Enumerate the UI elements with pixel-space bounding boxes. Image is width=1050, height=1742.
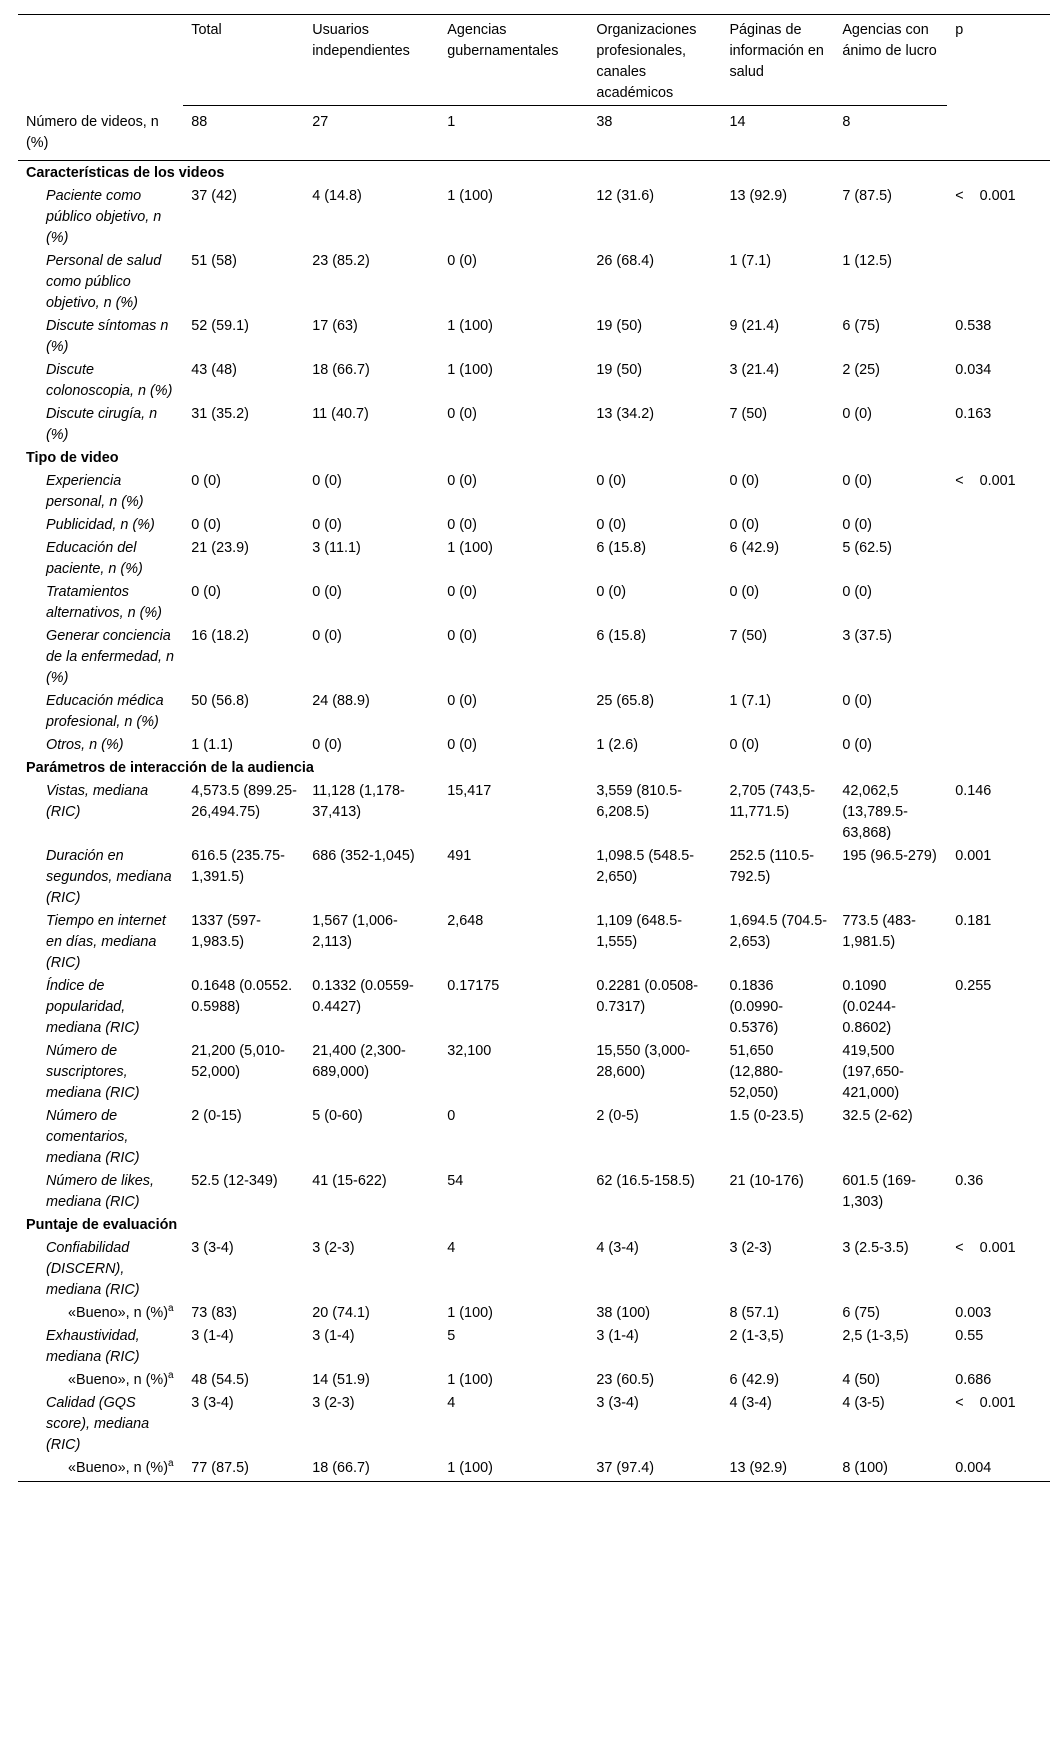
row-label (18, 974, 183, 1039)
value-cell: 51 (58) (191, 253, 237, 269)
value-cell: 1 (7.1) (729, 253, 772, 269)
p-value-cell: < 0.001 (955, 473, 1016, 489)
value-cell: 5 (447, 1328, 456, 1344)
table-row (18, 1236, 1050, 1301)
value-cell: 41 (15-622) (312, 1173, 387, 1189)
value-cell: 0 (0) (191, 473, 221, 489)
value-cell: 1 (100) (439, 1456, 588, 1482)
section-title: Características de los videos (18, 161, 1050, 185)
value-cell: 4 (3-4) (729, 1395, 772, 1411)
row-label (18, 779, 183, 844)
row-label-text: Experiencia personal, n (%) (46, 473, 144, 510)
value-cell: 3 (3-4) (596, 1395, 639, 1411)
row-label (18, 1301, 183, 1324)
value-cell: 48 (54.5) (191, 1372, 249, 1388)
value-cell: 1,694.5 (704.5-2,653) (729, 913, 828, 950)
value-cell: 0 (0) (447, 584, 477, 600)
value-cell: 0.1090 (0.0244-0.8602) (842, 978, 896, 1036)
value-cell: 19 (50) (596, 318, 643, 334)
p-value-cell: 0.163 (955, 406, 992, 422)
value-cell: 0 (0) (312, 628, 342, 644)
p-value-cell (947, 1104, 1050, 1169)
value-cell: 1 (1.1) (191, 737, 233, 753)
count-value: 8 (842, 114, 851, 130)
value-cell: 1,109 (648.5-1,555) (596, 913, 683, 950)
value-cell: 0 (0) (312, 517, 342, 533)
value-cell: 0 (0) (447, 737, 477, 753)
value-cell: 23 (60.5) (596, 1372, 655, 1388)
value-cell: 0 (0) (447, 693, 477, 709)
row-label-text: Índice de popularidad, mediana (RIC) (46, 978, 140, 1036)
row-label (18, 1368, 183, 1391)
value-cell: 1 (2.6) (596, 737, 639, 753)
value-cell: 0 (0) (842, 693, 872, 709)
value-cell: 16 (18.2) (191, 628, 249, 644)
section-title: Tipo de video (26, 450, 119, 466)
table-body (18, 14, 1050, 1482)
value-cell: 26 (68.4) (596, 253, 655, 269)
p-value-cell: 0.538 (955, 318, 992, 334)
section-header-row (18, 756, 1050, 779)
value-cell: 1 (100) (447, 188, 493, 204)
header-usuarios-independientes: Usuarios independientes (304, 14, 439, 106)
value-cell: 18 (66.7) (312, 362, 370, 378)
value-cell: 24 (88.9) (312, 693, 370, 709)
value-cell: 77 (87.5) (183, 1456, 304, 1482)
row-label-text: Otros, n (%) (46, 737, 124, 753)
value-cell: 0 (0) (447, 628, 477, 644)
row-label (18, 1236, 183, 1301)
table-row (18, 733, 1050, 756)
header-paginas-informacion-salud: Páginas de información en salud (721, 14, 834, 106)
p-value-cell: 0.004 (947, 1456, 1050, 1482)
row-label-text: Calidad (GQS score), mediana (RIC) (46, 1395, 150, 1453)
value-cell: 32,100 (447, 1043, 492, 1059)
p-value-cell (947, 536, 1050, 580)
value-cell: 0 (0) (447, 473, 477, 489)
p-value-cell: 0.36 (955, 1173, 984, 1189)
value-cell: 616.5 (235.75-1,391.5) (191, 848, 285, 885)
value-cell: 3 (2-3) (312, 1240, 355, 1256)
value-cell: 8 (100) (834, 1456, 947, 1482)
p-value-cell: 0.181 (955, 913, 992, 929)
value-cell: 1 (100) (447, 540, 493, 556)
row-label-text: Discute colonoscopia, n (%) (46, 362, 173, 399)
row-label (18, 1104, 183, 1169)
row-label (18, 536, 183, 580)
value-cell: 419,500 (197,650-421,000) (842, 1043, 904, 1101)
p-value-cell: 0.001 (955, 848, 992, 864)
value-cell: 1 (100) (447, 1372, 493, 1388)
table-row (18, 469, 1050, 513)
value-cell: 3 (1-4) (312, 1328, 355, 1344)
value-cell: 20 (74.1) (312, 1305, 370, 1321)
value-cell: 25 (65.8) (596, 693, 655, 709)
value-cell: 11,128 (1,178-37,413) (312, 783, 405, 820)
row-label (18, 1456, 183, 1482)
count-row (18, 106, 1050, 161)
value-cell: 0 (0) (596, 517, 627, 533)
value-cell: 0 (0) (729, 517, 760, 533)
row-label (18, 513, 183, 536)
p-value-cell (947, 580, 1050, 624)
value-cell: 1,567 (1,006-2,113) (312, 913, 398, 950)
value-cell: 13 (34.2) (596, 406, 655, 422)
table-row (18, 1039, 1050, 1104)
value-cell: 23 (85.2) (312, 253, 370, 269)
row-label (18, 844, 183, 909)
value-cell: 3 (1-4) (191, 1328, 234, 1344)
footnote-marker: a (168, 1303, 174, 1315)
table-row (18, 358, 1050, 402)
value-cell: 0 (0) (842, 517, 872, 533)
header-row (18, 14, 1050, 106)
table-row (18, 909, 1050, 974)
value-cell: 1,098.5 (548.5-2,650) (596, 848, 695, 885)
value-cell: 13 (92.9) (721, 1456, 834, 1482)
value-cell: 3 (37.5) (842, 628, 892, 644)
table-row (18, 1456, 1050, 1482)
row-label (18, 689, 183, 733)
row-label-text: «Bueno», n (%) (68, 1305, 168, 1321)
value-cell: 6 (75) (842, 318, 880, 334)
table-row (18, 249, 1050, 314)
row-label (18, 469, 183, 513)
value-cell: 5 (0-60) (312, 1108, 363, 1124)
table-row (18, 402, 1050, 446)
value-cell: 42,062,5 (13,789.5-63,868) (842, 783, 908, 841)
row-label-text: Exhaustividad, mediana (RIC) (46, 1328, 140, 1365)
table-row (18, 1301, 1050, 1324)
p-value-cell (947, 1039, 1050, 1104)
value-cell: 3 (11.1) (312, 540, 361, 556)
value-cell: 0 (0) (729, 584, 760, 600)
value-cell: 8 (57.1) (729, 1305, 780, 1321)
p-value-cell: 0.55 (955, 1328, 984, 1344)
p-value-cell (947, 624, 1050, 689)
value-cell: 19 (50) (596, 362, 643, 378)
header-p: p (955, 22, 964, 38)
value-cell: 4 (447, 1395, 456, 1411)
row-label-text: Paciente como público objetivo, n (%) (46, 188, 162, 246)
row-label (18, 402, 183, 446)
row-label-text: «Bueno», n (%) (68, 1460, 168, 1476)
row-label (18, 1169, 183, 1213)
table-row (18, 580, 1050, 624)
value-cell: 31 (35.2) (191, 406, 249, 422)
value-cell: 2 (1-3,5) (729, 1328, 784, 1344)
value-cell: 2,705 (743,5-11,771.5) (729, 783, 816, 820)
value-cell: 3 (2-3) (312, 1395, 355, 1411)
section-header-row (18, 446, 1050, 469)
value-cell: 252.5 (110.5-792.5) (729, 848, 814, 885)
p-value-cell: 0.146 (955, 783, 992, 799)
value-cell: 18 (66.7) (304, 1456, 439, 1482)
value-cell: 4 (3-4) (596, 1240, 639, 1256)
value-cell: 5 (62.5) (842, 540, 892, 556)
section-header-row (18, 1213, 1050, 1236)
value-cell: 601.5 (169-1,303) (842, 1173, 916, 1210)
value-cell: 2 (0-15) (191, 1108, 242, 1124)
p-value-cell (947, 513, 1050, 536)
section-header-row (18, 161, 1050, 185)
value-cell: 54 (447, 1173, 464, 1189)
value-cell: 0.1332 (0.0559-0.4427) (312, 978, 414, 1015)
table-row (18, 184, 1050, 249)
value-cell: 0.2281 (0.0508-0.7317) (596, 978, 699, 1015)
header-agencias-gubernamentales: Agencias gubernamentales (439, 14, 588, 106)
value-cell: 0 (0) (842, 737, 872, 753)
value-cell: 4 (447, 1240, 456, 1256)
table-row (18, 689, 1050, 733)
value-cell: 0 (0) (191, 584, 221, 600)
value-cell: 0.1836 (0.0990-0.5376) (729, 978, 784, 1036)
row-label (18, 1039, 183, 1104)
row-label-text: Tiempo en internet en días, mediana (RIC) (46, 913, 166, 971)
table-row (18, 1368, 1050, 1391)
table-row (18, 844, 1050, 909)
value-cell: 6 (15.8) (596, 628, 647, 644)
value-cell: 3 (2.5-3.5) (842, 1240, 909, 1256)
value-cell: 1 (100) (447, 362, 493, 378)
value-cell: 1 (7.1) (729, 693, 772, 709)
value-cell: 0 (0) (447, 253, 477, 269)
value-cell: 6 (42.9) (729, 1372, 780, 1388)
table-row (18, 1324, 1050, 1368)
row-label-text: Confiabilidad (DISCERN), mediana (RIC) (46, 1240, 140, 1298)
p-value-cell (947, 689, 1050, 733)
value-cell: 21 (23.9) (191, 540, 249, 556)
section-title: Parámetros de interacción de la audiencia (26, 760, 314, 776)
row-label (18, 624, 183, 689)
value-cell: 15,550 (3,000-28,600) (596, 1043, 691, 1080)
row-label-text: Educación médica profesional, n (%) (46, 693, 164, 730)
header-total: Total (183, 14, 304, 106)
count-value: 88 (191, 114, 208, 130)
value-cell: 3 (2-3) (729, 1240, 772, 1256)
p-value-cell: < 0.001 (955, 1395, 1016, 1411)
value-cell: 7 (50) (729, 628, 768, 644)
value-cell: 0.1648 (0.0552. 0.5988) (191, 978, 293, 1015)
value-cell: 37 (97.4) (588, 1456, 721, 1482)
row-label-text: Discute cirugía, n (%) (46, 406, 158, 443)
footnote-marker: a (168, 1458, 174, 1470)
value-cell: 50 (56.8) (191, 693, 249, 709)
table-row (18, 1104, 1050, 1169)
count-value (947, 106, 1050, 161)
table-row (18, 779, 1050, 844)
value-cell: 3,559 (810.5-6,208.5) (596, 783, 683, 820)
value-cell: 13 (92.9) (729, 188, 788, 204)
value-cell: 0 (0) (596, 584, 627, 600)
header-agencias-animo-lucro: Agencias con ánimo de lucro (834, 14, 947, 106)
row-label-text: Duración en segundos, mediana (RIC) (46, 848, 172, 906)
value-cell: 1 (100) (447, 318, 493, 334)
value-cell: 2,648 (447, 913, 484, 929)
value-cell: 15,417 (447, 783, 492, 799)
value-cell: 1 (100) (447, 1305, 493, 1321)
header-organizaciones-profesionales: Organizaciones profesionales, canales académicos (588, 14, 721, 106)
count-value: 38 (596, 114, 613, 130)
value-cell: 6 (15.8) (596, 540, 647, 556)
p-value-cell: < 0.001 (955, 1240, 1016, 1256)
p-value-cell: < 0.001 (955, 188, 1016, 204)
value-cell: 4 (50) (842, 1372, 880, 1388)
count-value: 1 (447, 114, 456, 130)
row-label-text: Vistas, mediana (RIC) (46, 783, 149, 820)
row-label-text: Personal de salud como público objetivo, n (%) (46, 253, 162, 311)
p-value-cell: 0.003 (955, 1305, 992, 1321)
value-cell: 51,650 (12,880-52,050) (729, 1043, 784, 1101)
value-cell: 14 (51.9) (312, 1372, 370, 1388)
value-cell: 0 (0) (842, 584, 872, 600)
value-cell: 1337 (597-1,983.5) (191, 913, 261, 950)
table-row (18, 536, 1050, 580)
value-cell: 7 (87.5) (842, 188, 892, 204)
value-cell: 12 (31.6) (596, 188, 655, 204)
row-label (18, 184, 183, 249)
p-value-cell: 0.686 (955, 1372, 992, 1388)
row-label (18, 1391, 183, 1456)
table-row (18, 314, 1050, 358)
value-cell: 73 (83) (191, 1305, 237, 1321)
row-label-text: Generar conciencia de la enfermedad, n (%) (46, 628, 175, 686)
value-cell: 43 (48) (191, 362, 237, 378)
value-cell: 0 (0) (842, 406, 872, 422)
value-cell: 0 (0) (596, 473, 627, 489)
value-cell: 0 (0) (729, 737, 760, 753)
p-value-cell (947, 733, 1050, 756)
value-cell: 62 (16.5-158.5) (596, 1173, 695, 1189)
value-cell: 3 (21.4) (729, 362, 780, 378)
table-row (18, 624, 1050, 689)
count-value: 27 (312, 114, 329, 130)
value-cell: 2 (0-5) (596, 1108, 639, 1124)
value-cell: 21,400 (2,300-689,000) (312, 1043, 406, 1080)
p-value-cell: 0.255 (955, 978, 992, 994)
value-cell: 3 (3-4) (191, 1395, 234, 1411)
p-value-cell: 0.034 (955, 362, 992, 378)
table-row (18, 1391, 1050, 1456)
row-label-text: Número de comentarios, mediana (RIC) (46, 1108, 140, 1166)
table-row (18, 513, 1050, 536)
results-table (18, 14, 1050, 1482)
row-label (18, 358, 183, 402)
value-cell: 37 (42) (191, 188, 237, 204)
value-cell: 491 (447, 848, 472, 864)
value-cell: 32.5 (2-62) (842, 1108, 913, 1124)
value-cell: 7 (50) (729, 406, 768, 422)
row-label (18, 314, 183, 358)
row-label (18, 733, 183, 756)
value-cell: 52 (59.1) (191, 318, 249, 334)
value-cell: 0 (0) (191, 517, 221, 533)
value-cell: 3 (3-4) (191, 1240, 234, 1256)
value-cell: 21,200 (5,010-52,000) (191, 1043, 285, 1080)
value-cell: 0 (0) (447, 406, 477, 422)
value-cell: 4 (3-5) (842, 1395, 885, 1411)
value-cell: 52.5 (12-349) (191, 1173, 278, 1189)
section-title: Puntaje de evaluación (26, 1217, 178, 1233)
row-label (18, 580, 183, 624)
value-cell: 686 (352-1,045) (312, 848, 415, 864)
row-label-text: Tratamientos alternativos, n (%) (46, 584, 162, 621)
value-cell: 6 (75) (842, 1305, 880, 1321)
value-cell: 1.5 (0-23.5) (729, 1108, 804, 1124)
value-cell: 0.17175 (447, 978, 500, 994)
value-cell: 0 (0) (729, 473, 760, 489)
value-cell: 6 (42.9) (729, 540, 780, 556)
value-cell: 0 (0) (312, 584, 342, 600)
value-cell: 0 (0) (447, 517, 477, 533)
row-label-text: Educación del paciente, n (%) (46, 540, 143, 577)
value-cell: 0 (0) (842, 473, 872, 489)
value-cell: 4 (14.8) (312, 188, 362, 204)
value-cell: 21 (10-176) (729, 1173, 804, 1189)
count-label: Número de videos, n (%) (26, 113, 159, 151)
p-value-cell (947, 249, 1050, 314)
footnote-marker: a (168, 1370, 174, 1382)
row-label (18, 1324, 183, 1368)
row-label-text: Número de suscriptores, mediana (RIC) (46, 1043, 140, 1101)
value-cell: 3 (1-4) (596, 1328, 639, 1344)
value-cell: 195 (96.5-279) (842, 848, 937, 864)
table-row (18, 974, 1050, 1039)
row-label-text: Publicidad, n (%) (46, 517, 155, 533)
row-label-text: Número de likes, mediana (RIC) (46, 1173, 154, 1210)
value-cell: 2,5 (1-3,5) (842, 1328, 909, 1344)
value-cell: 17 (63) (312, 318, 358, 334)
table-row (18, 1169, 1050, 1213)
value-cell: 2 (25) (842, 362, 880, 378)
value-cell: 38 (100) (596, 1305, 651, 1321)
row-label (18, 909, 183, 974)
value-cell: 0 (0) (312, 737, 342, 753)
value-cell: 0 (0) (312, 473, 342, 489)
value-cell: 9 (21.4) (729, 318, 780, 334)
value-cell: 0 (447, 1108, 456, 1124)
row-label (18, 249, 183, 314)
count-value: 14 (729, 114, 746, 130)
value-cell: 773.5 (483-1,981.5) (842, 913, 916, 950)
row-label-text: Discute síntomas n (%) (46, 318, 169, 355)
value-cell: 4,573.5 (899.25-26,494.75) (191, 783, 297, 820)
value-cell: 11 (40.7) (312, 406, 369, 422)
header-cell-empty (18, 14, 183, 106)
value-cell: 1 (12.5) (842, 253, 892, 269)
row-label-text: «Bueno», n (%) (68, 1372, 168, 1388)
